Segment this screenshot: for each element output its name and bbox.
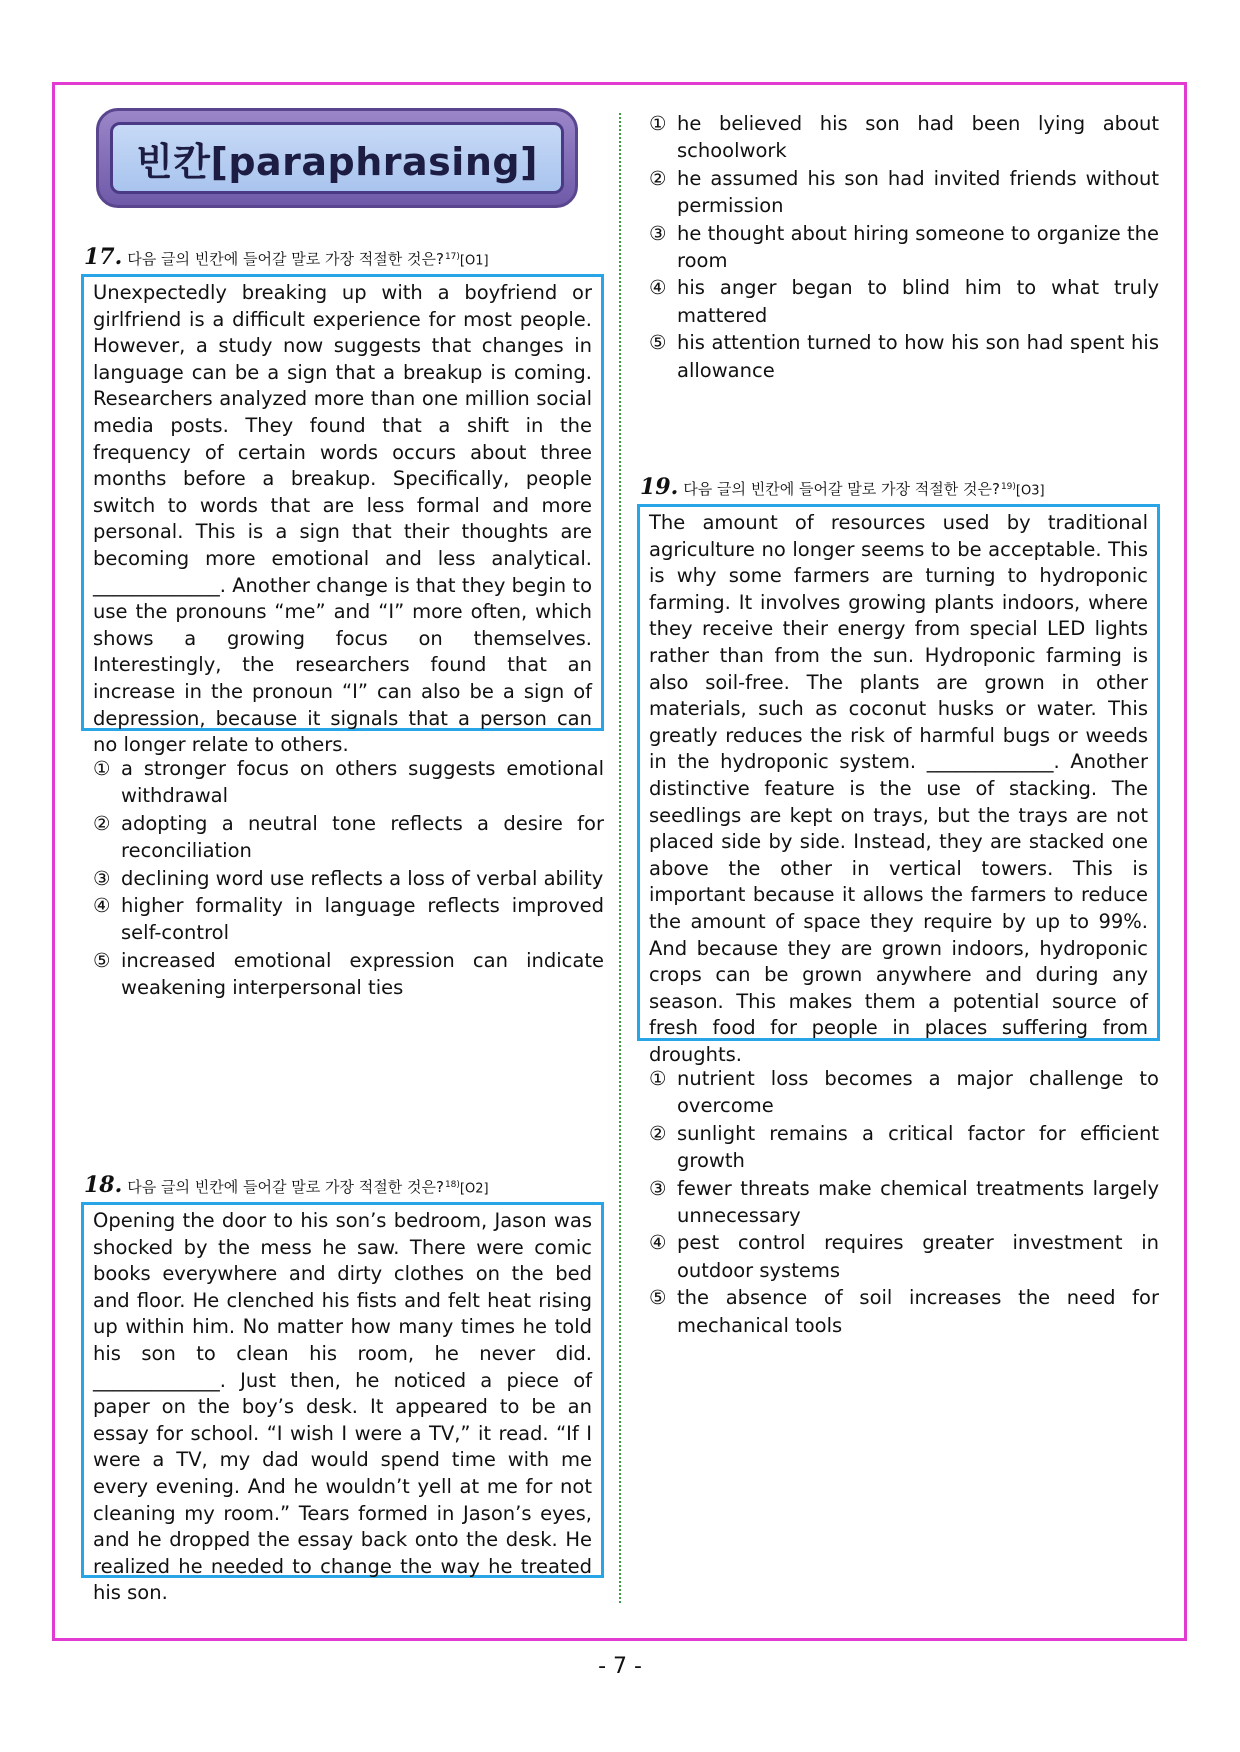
column-divider bbox=[619, 113, 621, 1603]
option[interactable]: ④ higher formality in language reflects improved self-control bbox=[93, 894, 604, 945]
option[interactable]: ⑤ increased emotional expression can indicate weakening interpersonal ties bbox=[93, 948, 604, 1000]
question-source-footnote: 17) bbox=[444, 251, 460, 262]
question-source-code: [O2] bbox=[459, 1181, 489, 1196]
question-number: 17. bbox=[84, 244, 123, 270]
option[interactable]: ① a stronger focus on others suggests emotional withdrawal bbox=[93, 757, 604, 808]
question-source bbox=[445, 1180, 489, 1196]
option[interactable]: ③ declining word use reflects a loss of verbal ability bbox=[93, 866, 604, 890]
question-17-options bbox=[93, 755, 604, 1002]
section-title-panel bbox=[110, 122, 564, 194]
question-17-passage: Unexpectedly breaking up with a boyfriend or girlfriend is a difficult experience for most people. However, a study now suggests that changes in language can be a sign that a breakup is coming. Researchers analyzed more than one million social media posts. They found that a shift in the frequency of certain words occurs about three months before a breakup. Specifically, people switch to words that are less formal and more personal. This is a sign that their thoughts are becoming more emotional and less analytical. _____________. Another change is that they begin to use the pronouns “me” and “I” more often, which shows a growing focus on themselves. Interestingly, the researchers found that an increase in the pronoun “I” can also be a sign of depression, because it signals that a person can no longer relate to others. bbox=[81, 274, 604, 731]
option[interactable]: ④ pest control requires greater investment in outdoor systems bbox=[649, 1231, 1159, 1282]
question-source-footnote: 18) bbox=[444, 1179, 460, 1190]
question-19-options bbox=[649, 1065, 1159, 1339]
question-source bbox=[445, 252, 489, 268]
option[interactable]: ⑤ his attention turned to how his son had spent his allowance bbox=[649, 331, 1159, 382]
question-source-footnote: 19) bbox=[1000, 481, 1016, 492]
question-prompt: 다음 글의 빈칸에 들어갈 말로 가장 적절한 것은? bbox=[127, 250, 444, 268]
question-prompt: 다음 글의 빈칸에 들어갈 말로 가장 적절한 것은? bbox=[127, 1178, 444, 1196]
page-number: - 7 - bbox=[598, 1654, 642, 1679]
option[interactable]: ③ fewer threats make chemical treatments largely unnecessary bbox=[649, 1176, 1159, 1228]
question-source-code: [O1] bbox=[459, 253, 489, 268]
question-number: 18. bbox=[84, 1172, 123, 1198]
question-19-header bbox=[640, 474, 1045, 500]
question-18-header bbox=[84, 1172, 489, 1198]
question-source-code: [O3] bbox=[1015, 483, 1045, 498]
option[interactable]: ② adopting a neutral tone reflects a desire for reconciliation bbox=[93, 811, 604, 863]
option[interactable]: ② he assumed his son had invited friends without permission bbox=[649, 166, 1159, 218]
section-title: 빈칸[paraphrasing] bbox=[136, 139, 538, 184]
question-18-passage: Opening the door to his son’s bedroom, Jason was shocked by the mess he saw. There were comic books everywhere and dirty clothes on the bed and floor. He clenched his fists and felt heat rising up within him. No matter how many times he told his son to clean his room, he never did. _____________. Just then, he noticed a piece of paper on the boy’s desk. It appeared to be an essay for school. “I wish I were a TV,” it read. “If I were a TV, my dad would spend time with me every evening. And he wouldn’t yell at me for not cleaning my room.” Tears formed in Jason’s eyes, and he dropped the essay back onto the desk. He realized he needed to change the way he treated his son. bbox=[81, 1202, 604, 1578]
option[interactable]: ① he believed his son had been lying about schoolwork bbox=[649, 112, 1159, 163]
option[interactable]: ⑤ the absence of soil increases the need for mechanical tools bbox=[649, 1286, 1159, 1337]
option[interactable]: ③ he thought about hiring someone to organize the room bbox=[649, 221, 1159, 273]
option[interactable]: ④ his anger began to blind him to what truly mattered bbox=[649, 276, 1159, 327]
question-18-options bbox=[649, 110, 1159, 384]
option[interactable]: ② sunlight remains a critical factor for efficient growth bbox=[649, 1121, 1159, 1173]
option[interactable]: ① nutrient loss becomes a major challenge to overcome bbox=[649, 1067, 1159, 1118]
question-prompt: 다음 글의 빈칸에 들어갈 말로 가장 적절한 것은? bbox=[683, 480, 1000, 498]
question-19-passage: The amount of resources used by traditional agriculture no longer seems to be acceptable. This is why some farmers are turning to hydroponic farming. It involves growing plants indoors, where they receive their energy from special LED lights rather than from the sun. Hydroponic farming is also soil-free. The plants are grown in other materials, such as coconut husks or water. This greatly reduces the risk of harmful bugs or weeds in the hydroponic system. _____________. Another distinctive feature is the use of stacking. The seedlings are kept on trays, but the trays are not placed side by side. Instead, they are stacked one above the other in vertical towers. This is important because it allows the farmers to reduce the amount of space they require by up to 99%. And because they are grown indoors, hydroponic crops can be grown anywhere and during any season. This makes them a potential source of fresh food for people in places suffering from droughts. bbox=[637, 504, 1160, 1041]
question-number: 19. bbox=[640, 474, 679, 500]
question-17-header bbox=[84, 244, 489, 270]
question-source bbox=[1001, 482, 1045, 498]
